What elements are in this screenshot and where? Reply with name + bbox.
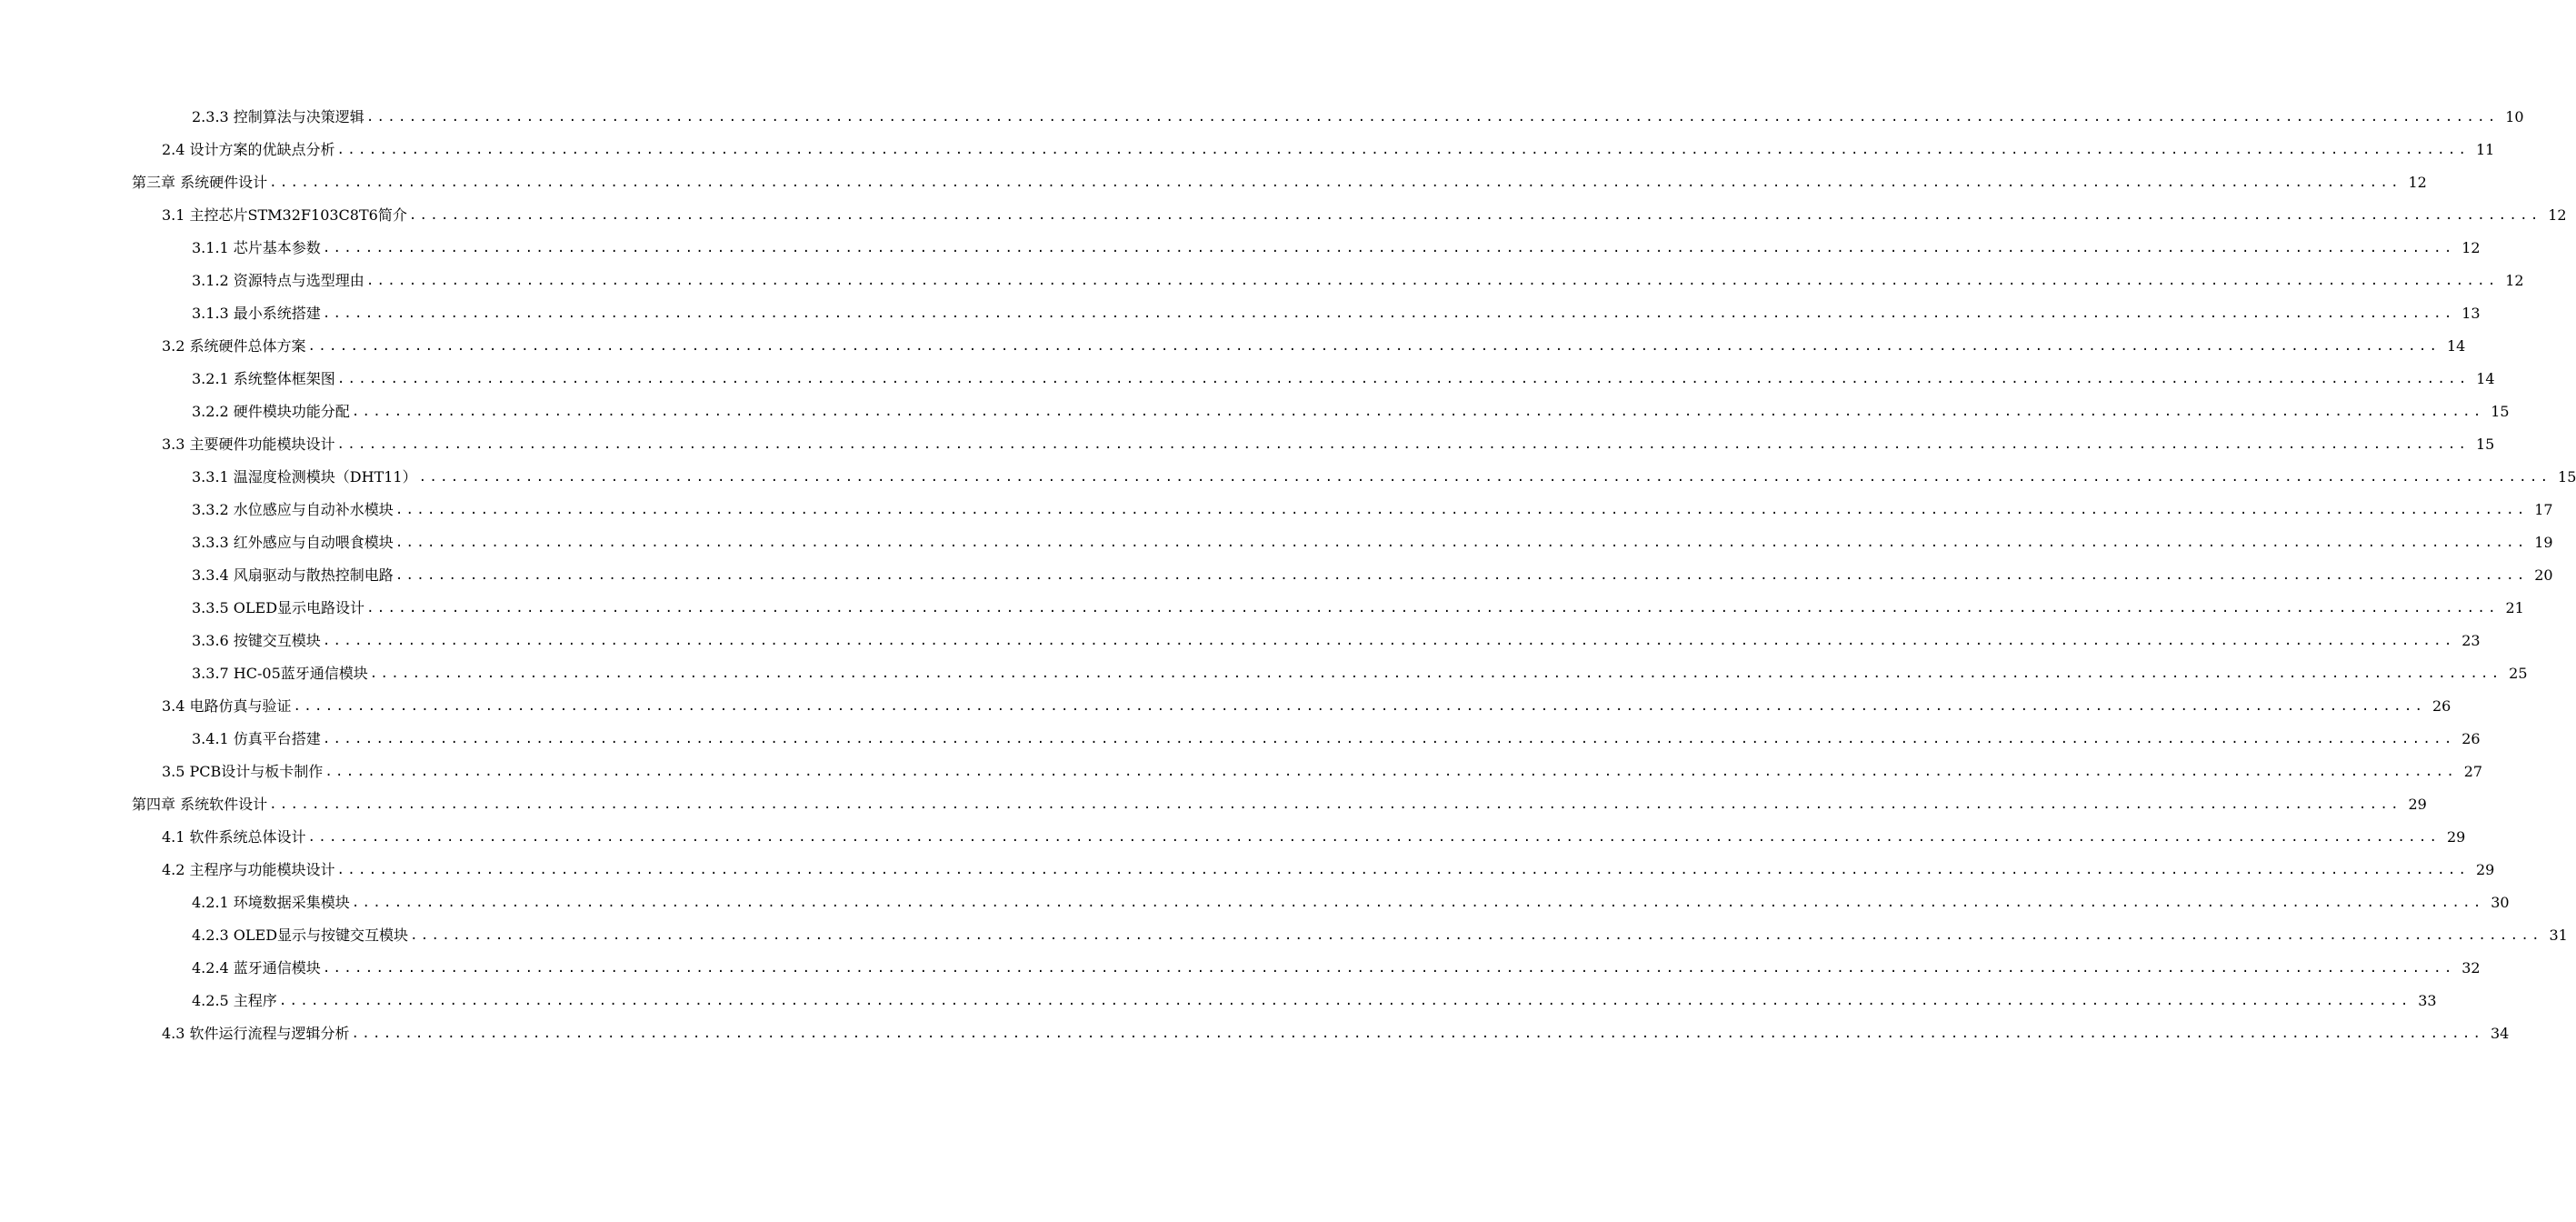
toc-entry-title: 4.2.5 主程序 xyxy=(192,992,277,1009)
toc-page-number: 15 xyxy=(2491,403,2510,420)
toc-page-number: 19 xyxy=(2534,534,2553,551)
toc-entry[interactable] xyxy=(0,363,2495,396)
toc-entry[interactable] xyxy=(0,199,2567,232)
toc-page-number: 17 xyxy=(2534,501,2553,518)
toc-dot-leader: ........................................................................................................................................................................................................ xyxy=(322,241,2455,255)
toc-entry[interactable] xyxy=(0,559,2553,592)
toc-dot-leader: ........................................................................................................................................................................................................ xyxy=(322,306,2455,321)
toc-dot-leader: ........................................................................................................................................................................................................ xyxy=(394,568,2528,583)
toc-dot-leader: ........................................................................................................................................................................................................ xyxy=(351,1027,2484,1041)
toc-entry-title: 2.3.3 控制算法与决策逻辑 xyxy=(192,108,364,125)
toc-entry[interactable] xyxy=(0,1017,2510,1050)
toc-entry[interactable] xyxy=(0,723,2481,756)
toc-page-number: 13 xyxy=(2461,305,2481,322)
toc-entry-title: 3.5 PCB设计与板卡制作 xyxy=(162,763,324,780)
toc-entry[interactable] xyxy=(0,526,2553,559)
toc-entry-title: 3.3.2 水位感应与自动补水模块 xyxy=(192,501,394,518)
toc-entry-title: 3.2.2 硬件模块功能分配 xyxy=(192,403,350,420)
toc-dot-leader: ........................................................................................................................................................................................................ xyxy=(322,634,2455,648)
toc-dot-leader: ........................................................................................................................................................................................................ xyxy=(322,961,2455,976)
toc-page-number: 25 xyxy=(2509,665,2528,682)
toc-dot-leader: ........................................................................................................................................................................................................ xyxy=(269,175,2401,190)
toc-entry-title: 3.1.1 芯片基本参数 xyxy=(192,239,321,256)
toc-entry-title: 4.2.4 蓝牙通信模块 xyxy=(192,959,321,977)
table-of-contents xyxy=(0,101,2576,1050)
toc-entry[interactable] xyxy=(0,428,2495,461)
toc-dot-leader: ........................................................................................................................................................................................................ xyxy=(293,699,2426,714)
toc-chapter-entry[interactable] xyxy=(0,788,2427,821)
toc-page-number: 33 xyxy=(2418,992,2437,1009)
toc-entry-title: 第三章 系统硬件设计 xyxy=(132,174,268,191)
toc-dot-leader: ........................................................................................................................................................................................................ xyxy=(351,405,2484,419)
toc-dot-leader: ........................................................................................................................................................................................................ xyxy=(365,110,2499,125)
toc-entry[interactable] xyxy=(0,134,2495,166)
toc-dot-leader: ........................................................................................................................................................................................................ xyxy=(366,601,2499,616)
toc-entry-title: 3.3 主要硬件功能模块设计 xyxy=(162,436,335,453)
toc-entry-title: 3.2 系统硬件总体方案 xyxy=(162,337,306,355)
toc-page-number: 29 xyxy=(2446,828,2466,846)
toc-dot-leader: ........................................................................................................................................................................................................ xyxy=(365,274,2499,288)
toc-page-number: 26 xyxy=(2461,730,2481,747)
toc-entry[interactable] xyxy=(0,232,2481,265)
toc-entry-title: 3.1 主控芯片STM32F103C8T6简介 xyxy=(162,206,407,224)
toc-dot-leader: ........................................................................................................................................................................................................ xyxy=(336,437,2470,452)
toc-page-number: 10 xyxy=(2505,108,2524,125)
toc-page-number: 21 xyxy=(2505,599,2524,616)
toc-dot-leader: ........................................................................................................................................................................................................ xyxy=(269,797,2401,812)
toc-page-number: 12 xyxy=(2505,272,2524,289)
toc-entry-title: 3.3.6 按键交互模块 xyxy=(192,632,321,649)
toc-entry-title: 3.3.1 温湿度检测模块（DHT11） xyxy=(192,468,417,486)
toc-entry[interactable] xyxy=(0,657,2528,690)
toc-entry-title: 4.1 软件系统总体设计 xyxy=(162,828,306,846)
toc-entry-title: 第四章 系统软件设计 xyxy=(132,796,268,813)
toc-dot-leader: ........................................................................................................................................................................................................ xyxy=(418,470,2551,485)
toc-entry-title: 3.1.3 最小系统搭建 xyxy=(192,305,321,322)
toc-dot-leader: ........................................................................................................................................................................................................ xyxy=(324,765,2458,779)
toc-entry[interactable] xyxy=(0,985,2437,1017)
toc-entry[interactable] xyxy=(0,265,2524,297)
toc-entry-title: 4.3 软件运行流程与逻辑分析 xyxy=(162,1025,350,1042)
toc-dot-leader: ........................................................................................................................................................................................................ xyxy=(307,830,2441,845)
toc-page-number: 23 xyxy=(2461,632,2481,649)
toc-page-number: 34 xyxy=(2490,1025,2510,1042)
toc-entry[interactable] xyxy=(0,952,2481,985)
toc-page-number: 11 xyxy=(2475,141,2495,158)
toc-page-number: 31 xyxy=(2549,927,2568,944)
toc-entry[interactable] xyxy=(0,625,2481,657)
toc-entry-title: 3.3.7 HC-05蓝牙通信模块 xyxy=(192,665,368,682)
toc-page-number: 20 xyxy=(2534,566,2553,584)
toc-page-number: 14 xyxy=(2446,337,2466,355)
toc-dot-leader: ........................................................................................................................................................................................................ xyxy=(336,372,2470,386)
toc-entry[interactable] xyxy=(0,756,2483,788)
toc-page-number: 32 xyxy=(2461,959,2481,977)
toc-dot-leader: ........................................................................................................................................................................................................ xyxy=(394,536,2528,550)
toc-dot-leader: ........................................................................................................................................................................................................ xyxy=(307,339,2441,354)
toc-page-number: 27 xyxy=(2463,763,2483,780)
toc-page-number: 12 xyxy=(2548,206,2567,224)
toc-dot-leader: ........................................................................................................................................................................................................ xyxy=(408,208,2541,223)
toc-dot-leader: ........................................................................................................................................................................................................ xyxy=(278,994,2411,1008)
toc-entry-title: 3.4 电路仿真与验证 xyxy=(162,697,292,715)
toc-dot-leader: ........................................................................................................................................................................................................ xyxy=(336,143,2470,157)
toc-dot-leader: ........................................................................................................................................................................................................ xyxy=(369,666,2502,681)
toc-entry[interactable] xyxy=(0,330,2466,363)
toc-dot-leader: ........................................................................................................................................................................................................ xyxy=(394,503,2528,517)
toc-page-number: 15 xyxy=(2475,436,2495,453)
toc-entry-title: 4.2.3 OLED显示与按键交互模块 xyxy=(192,927,409,944)
toc-entry[interactable] xyxy=(0,592,2524,625)
toc-entry-title: 3.1.2 资源特点与选型理由 xyxy=(192,272,364,289)
toc-dot-leader: ........................................................................................................................................................................................................ xyxy=(336,863,2470,877)
toc-entry[interactable] xyxy=(0,461,2576,494)
toc-entry[interactable] xyxy=(0,494,2553,526)
toc-entry-title: 3.3.5 OLED显示电路设计 xyxy=(192,599,365,616)
toc-page-number: 30 xyxy=(2491,894,2510,911)
toc-entry-title: 3.4.1 仿真平台搭建 xyxy=(192,730,321,747)
toc-entry-title: 2.4 设计方案的优缺点分析 xyxy=(162,141,335,158)
toc-entry[interactable] xyxy=(0,886,2510,919)
toc-entry[interactable] xyxy=(0,919,2568,952)
toc-chapter-entry[interactable] xyxy=(0,166,2427,199)
toc-page-number: 12 xyxy=(2461,239,2481,256)
toc-page-number: 14 xyxy=(2476,370,2495,387)
toc-entry[interactable] xyxy=(0,821,2466,854)
toc-entry-title: 3.2.1 系统整体框架图 xyxy=(192,370,335,387)
toc-page-number: 29 xyxy=(2475,861,2495,878)
toc-entry-title: 4.2.1 环境数据采集模块 xyxy=(192,894,350,911)
toc-page-number: 29 xyxy=(2408,796,2427,813)
toc-dot-leader: ........................................................................................................................................................................................................ xyxy=(351,896,2484,910)
toc-dot-leader: ........................................................................................................................................................................................................ xyxy=(322,732,2455,746)
toc-entry[interactable] xyxy=(0,297,2481,330)
toc-entry[interactable] xyxy=(0,101,2524,134)
toc-entry[interactable] xyxy=(0,690,2451,723)
toc-entry-title: 3.3.4 风扇驱动与散热控制电路 xyxy=(192,566,394,584)
toc-page-number: 12 xyxy=(2408,174,2427,191)
toc-entry-title: 4.2 主程序与功能模块设计 xyxy=(162,861,335,878)
toc-entry[interactable] xyxy=(0,396,2510,428)
toc-page-number: 26 xyxy=(2431,697,2451,715)
toc-entry[interactable] xyxy=(0,854,2495,886)
toc-dot-leader: ........................................................................................................................................................................................................ xyxy=(410,928,2542,943)
toc-entry-title: 3.3.3 红外感应与自动喂食模块 xyxy=(192,534,394,551)
toc-page-number: 15 xyxy=(2558,468,2576,486)
